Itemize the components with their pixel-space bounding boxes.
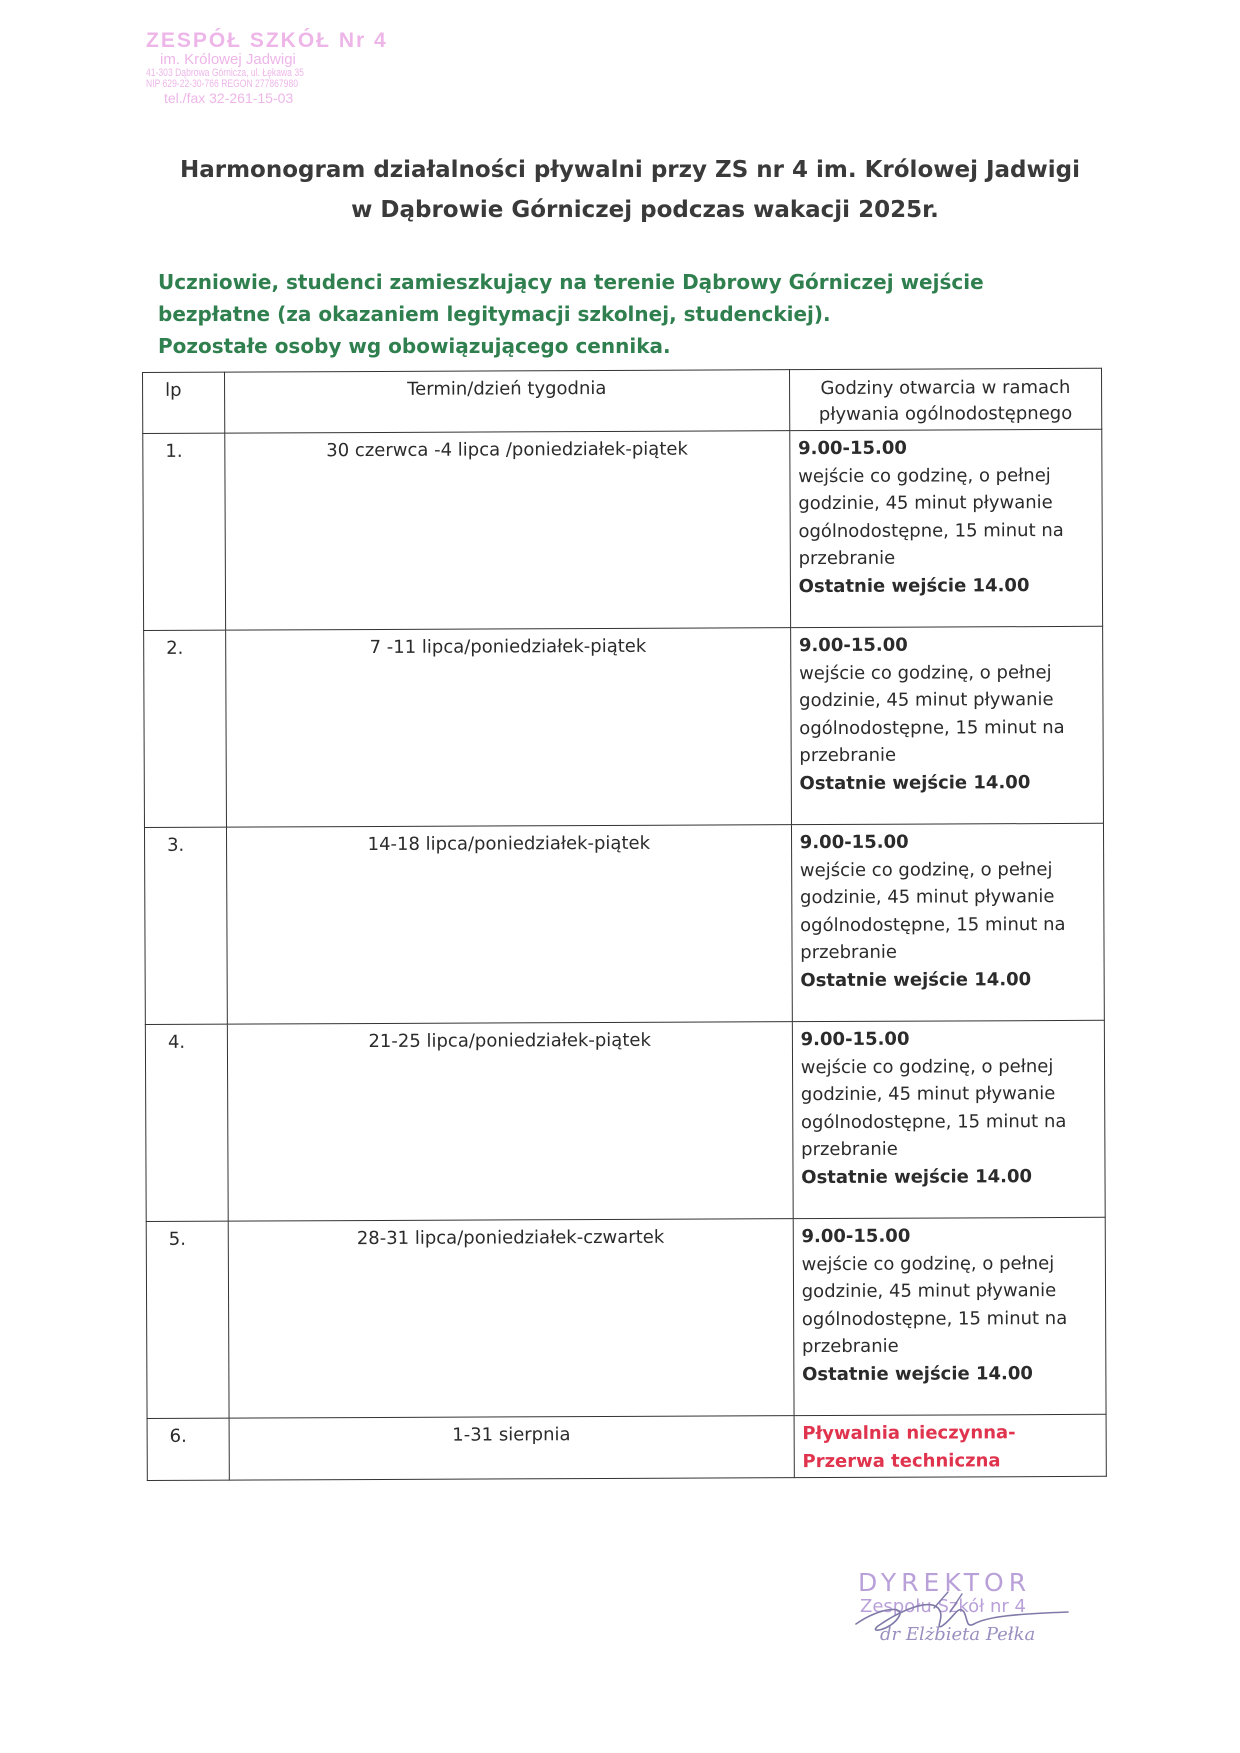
- table-row: [146, 1217, 1106, 1418]
- row-last-entry: Ostatnie wejście 14.00: [802, 1362, 1033, 1385]
- handwritten-signature-icon: [838, 1568, 1078, 1648]
- row-hours: 9.00-15.00: [798, 634, 908, 657]
- table-row: [143, 429, 1103, 630]
- title-line-2: w Dąbrowie Górniczej podczas wakacji 2025r.: [351, 197, 939, 223]
- row-description: wejście co godzinę, o pełnej godzinie, 45 minut pływanie ogólnodostępne, 15 minut na przebranie: [798, 464, 1064, 570]
- signature-name: dr Elżbieta Pełka: [880, 1624, 1036, 1645]
- row-hours-cell: [791, 823, 1104, 1021]
- row-hours: 9.00-15.00: [799, 831, 909, 854]
- row-description: wejście co godzinę, o pełnej godzinie, 45 minut pływanie ogólnodostępne, 15 minut na przebranie: [800, 1055, 1067, 1161]
- row-term: 7 -11 lipca/poniedziałek-piątek: [225, 628, 791, 827]
- row-lp: 4.: [145, 1024, 228, 1221]
- school-stamp: [146, 30, 406, 106]
- row-hours-cell: [793, 1217, 1106, 1415]
- row-hours: 9.00-15.00: [801, 1225, 911, 1248]
- row-lp: 1.: [143, 433, 226, 630]
- signature-title: DYREKTOR: [858, 1568, 1032, 1597]
- row-hours-cell: [789, 429, 1102, 627]
- row-term: 14-18 lipca/poniedziałek-piątek: [226, 825, 792, 1024]
- row-description: wejście co godzinę, o pełnej godzinie, 45 minut pływanie ogólnodostępne, 15 minut na przebranie: [798, 661, 1065, 767]
- row-term: 30 czerwca -4 lipca /poniedziałek-piątek: [225, 431, 791, 630]
- row-description: wejście co godzinę, o pełnej godzinie, 45 minut pływanie ogólnodostępne, 15 minut na przebranie: [799, 858, 1066, 964]
- table-header-row: [143, 368, 1102, 433]
- row-term: 21-25 lipca/poniedziałek-piątek: [227, 1022, 793, 1221]
- row-last-entry: Ostatnie wejście 14.00: [798, 574, 1030, 597]
- notice-others: Pozostałe osoby wg obowiązującego cennika.: [158, 334, 671, 358]
- row-hours: 9.00-15.00: [800, 1028, 910, 1051]
- row-hours-cell: [790, 626, 1103, 824]
- stamp-line-school: ZESPÓŁ SZKÓŁ Nr 4: [146, 29, 388, 52]
- row-lp: 3.: [144, 827, 227, 1024]
- schedule-table: [142, 368, 1107, 1481]
- table-row: [144, 823, 1104, 1024]
- notice-free-entry: Uczniowie, studenci zamieszkujący na terenie Dąbrowy Górniczej wejście bezpłatne (za okazaniem legitymacji szkolnej, studenckiej).: [158, 270, 984, 326]
- row-lp: 5.: [146, 1221, 229, 1418]
- row-hours-cell: [792, 1020, 1105, 1218]
- row-hours: 9.00-15.00: [798, 437, 907, 460]
- row-term: 1-31 sierpnia: [229, 1416, 794, 1480]
- stamp-line-ids: NIP 629-22-30-766 REGON 277867980: [146, 78, 299, 91]
- signature-org: Zespołu Szkół nr 4: [860, 1596, 1026, 1617]
- director-signature-stamp: [838, 1568, 1078, 1648]
- row-lp: 2.: [144, 630, 227, 827]
- stamp-line-patron: im. Królowej Jadwigi: [160, 51, 296, 69]
- document-title: [0, 150, 1240, 230]
- table-row: [145, 1020, 1105, 1221]
- header-lp: lp: [143, 372, 225, 433]
- pricing-notice: [158, 266, 1098, 362]
- row-last-entry: Ostatnie wejście 14.00: [799, 771, 1031, 794]
- row-description: wejście co godzinę, o pełnej godzinie, 45 minut pływanie ogólnodostępne, 15 minut na przebranie: [801, 1252, 1068, 1358]
- header-term: Termin/dzień tygodnia: [224, 370, 789, 433]
- row-last-entry: Ostatnie wejście 14.00: [801, 1165, 1033, 1188]
- title-line-1: Harmonogram działalności pływalni przy ZS nr 4 im. Królowej Jadwigi: [179, 157, 1081, 183]
- header-hours: Godziny otwarcia w ramach pływania ogólnodostępnego: [789, 368, 1102, 430]
- row-lp: 6.: [147, 1418, 229, 1480]
- table-row: [144, 626, 1104, 827]
- table-row: [147, 1414, 1106, 1480]
- row-term: 28-31 lipca/poniedziałek-czwartek: [228, 1219, 794, 1418]
- stamp-line-address: 41-303 Dąbrowa Górnicza, ul. Łękawa 35: [146, 66, 304, 79]
- row-last-entry: Ostatnie wejście 14.00: [800, 968, 1032, 991]
- stamp-line-phone: tel./fax 32-261-15-03: [164, 89, 294, 106]
- row-closed-notice: Pływalnia nieczynna-Przerwa techniczna: [794, 1414, 1107, 1477]
